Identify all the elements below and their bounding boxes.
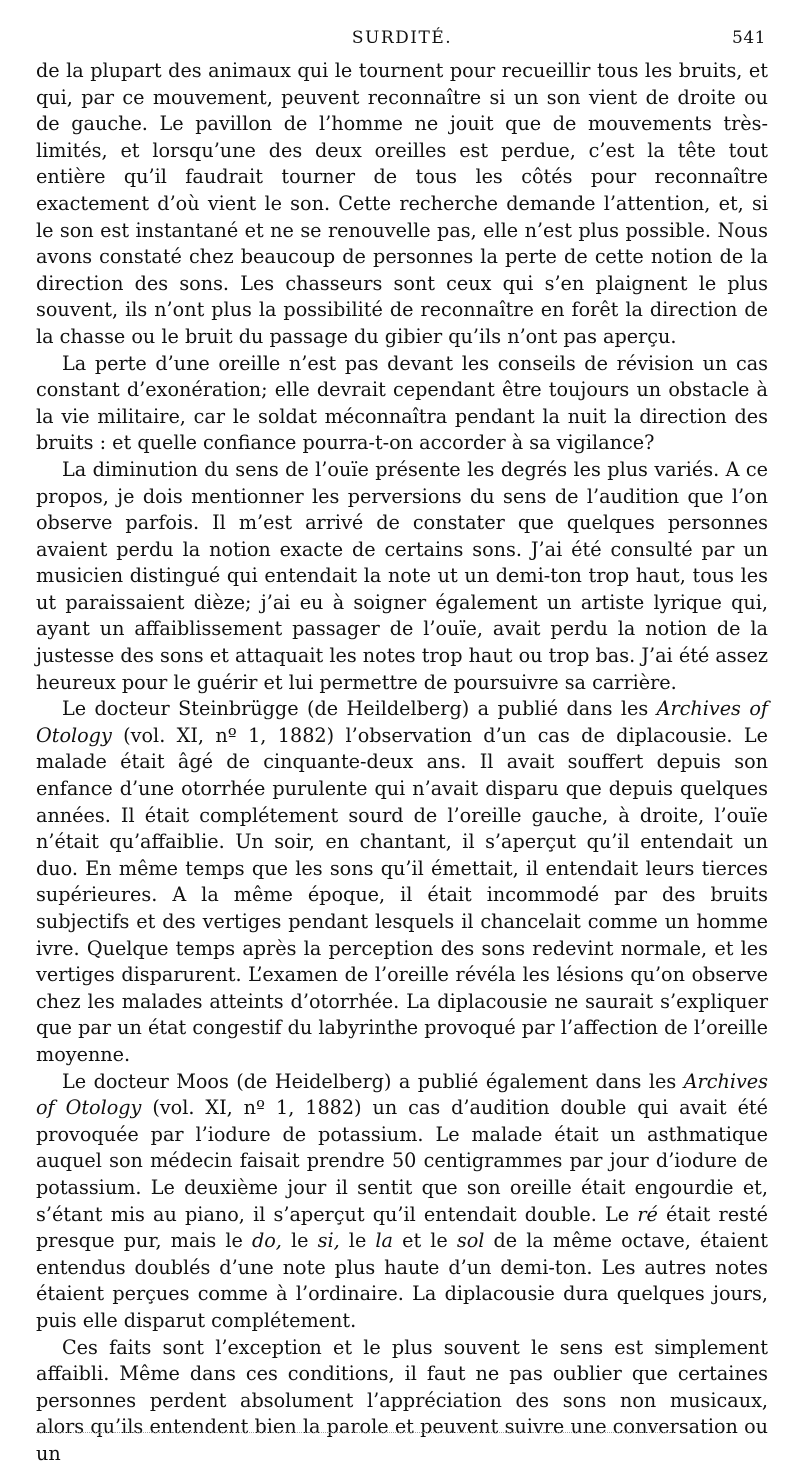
paragraph-perversions: La diminution du sens de l’ouïe présente les degrés les plus variés. A ce propos, je dois mentionner les perversions du sens de l’audition que l’on observe parfois. Il m’est arrivé de constater que quelques personnes avaient perdu la notion exacte de certains sons. J’ai été consulté par un musicien distingué qui entendait la note ut un demi-ton trop haut, tous les ut paraissaient dièze; j’ai eu à soigner également un artiste lyrique qui, ayant un affaiblissement passager de l’ouïe, avait perdu la notion de la justesse des sons et attaquait les notes trop haut ou trop bas. J’ai été assez heureux pour le guérir et lui permettre de poursuivre sa carrière. xyxy=(36,457,768,694)
text-segment: Le docteur Moos (de Heidelberg) a publié également dans les xyxy=(62,1069,684,1093)
note-name: sol xyxy=(456,1229,485,1253)
paragraph-moos xyxy=(36,1069,768,1335)
text-segment: était resté presque pur, mais le xyxy=(36,1202,768,1253)
text-segment: Le docteur Steinbrügge (de Heildelberg) a publié dans les xyxy=(62,697,657,721)
running-title: SURDITÉ. xyxy=(351,28,453,48)
journal-title: Archives of Otology xyxy=(36,1069,768,1120)
paragraph-steinbrugge xyxy=(36,696,768,1068)
paragraph-conclusion: Ces faits sont l’exception et le plus souvent le sens est simplement affaibli. Même dans ces conditions, il faut ne pas oublier que certaines personnes perdent absolument l’appréciation des sons non musicaux, alors qu’ils entendent bien la parole et peuvent suivre une conversation ou un xyxy=(36,1335,768,1465)
note-name: ré xyxy=(637,1202,658,1226)
footer-rule xyxy=(36,1432,676,1433)
journal-title: Archives of Otology xyxy=(36,697,768,747)
body-text xyxy=(36,58,768,1467)
text-segment: le xyxy=(339,1229,376,1253)
note-name: do, xyxy=(251,1229,282,1253)
note-name: si, xyxy=(317,1229,340,1253)
text-segment: (vol. XI, nº 1, 1882) l’observation d’un cas de diplacousie. Le malade était âgé de cinquante-deux ans. Il avait souffert depuis son enfance d’une otorrhée purulente qui n’avait disparu que depuis quelques années. Il était complétement sourd de l’oreille gauche, à droite, l’ouïe n’était qu’affaiblie. Un soir, en chantant, il s’aperçut qu’il entendait un duo. En même temps que les sons qu’il émettait, il entendait leurs tierces supérieures. A la même époque, il était incommodé par des bruits subjectifs et des vertiges pendant lesquels il chancelait comme un homme ivre. Quelque temps après la perception des sons redevint normale, et les vertiges disparurent. L’examen de l’oreille révéla les lésions qu’on observe chez les malades atteints d’otorrhée. La diplacousie ne saurait s’expliquer que par un état congestif du labyrinthe provoqué par l’affection de l’oreille moyenne. xyxy=(36,723,768,1066)
text-segment: le xyxy=(281,1229,318,1253)
note-name: la xyxy=(375,1229,393,1253)
text-segment: de la même octave, étaient entendus doublés d’une note plus haute d’un demi-ton. Les autres notes étaient perçues comme à l’ordinaire. La diplacousie dura quelques jours, puis elle disparut complétement. xyxy=(36,1229,769,1332)
text-segment: et le xyxy=(392,1229,457,1253)
paragraph-continued: de la plupart des animaux qui le tournent pour recueillir tous les bruits, et qui, par ce mouvement, peuvent reconnaître si un son vient de droite ou de gauche. Le pavillon de l’homme ne jouit que de mouvements très-limités, et lorsqu’une des deux oreilles est perdue, c’est la tête tout entière qu’il faudrait tourner de tous les côtés pour reconnaître exactement d’où vient le son. Cette recherche demande l’attention, et, si le son est instantané et ne se renouvelle pas, elle n’est plus possible. Nous avons constaté chez beaucoup de personnes la perte de cette notion de la direction des sons. Les chasseurs sont ceux qui s’en plaignent le plus souvent, ils n’ont plus la possibilité de reconnaître en forêt la direction de la chasse ou le bruit du passage du gibier qu’ils n’ont pas aperçu. xyxy=(36,59,768,348)
paragraph-military: La perte d’une oreille n’est pas devant les conseils de révision un cas constant d’exonération; elle devrait cependant être toujours un obstacle à la vie militaire, car le soldat méconnaîtra pendant la nuit la direction des bruits : et quelle confiance pourra-t-on accorder à sa vigilance? xyxy=(36,351,768,455)
page-number: 541 xyxy=(732,28,766,48)
text-segment: (vol. XI, nº 1, 1882) un cas d’audition double qui avait été provoquée par l’iodure de potassium. Le malade était un asthmatique auquel son médecin faisait prendre 50 centigrammes par jour d’iodure de potassium. Le deuxième jour il sentit que son oreille était engourdie et, s’étant mis au piano, il s’aperçut qu’il entendait double. Le xyxy=(36,1096,768,1226)
running-head xyxy=(36,28,768,58)
